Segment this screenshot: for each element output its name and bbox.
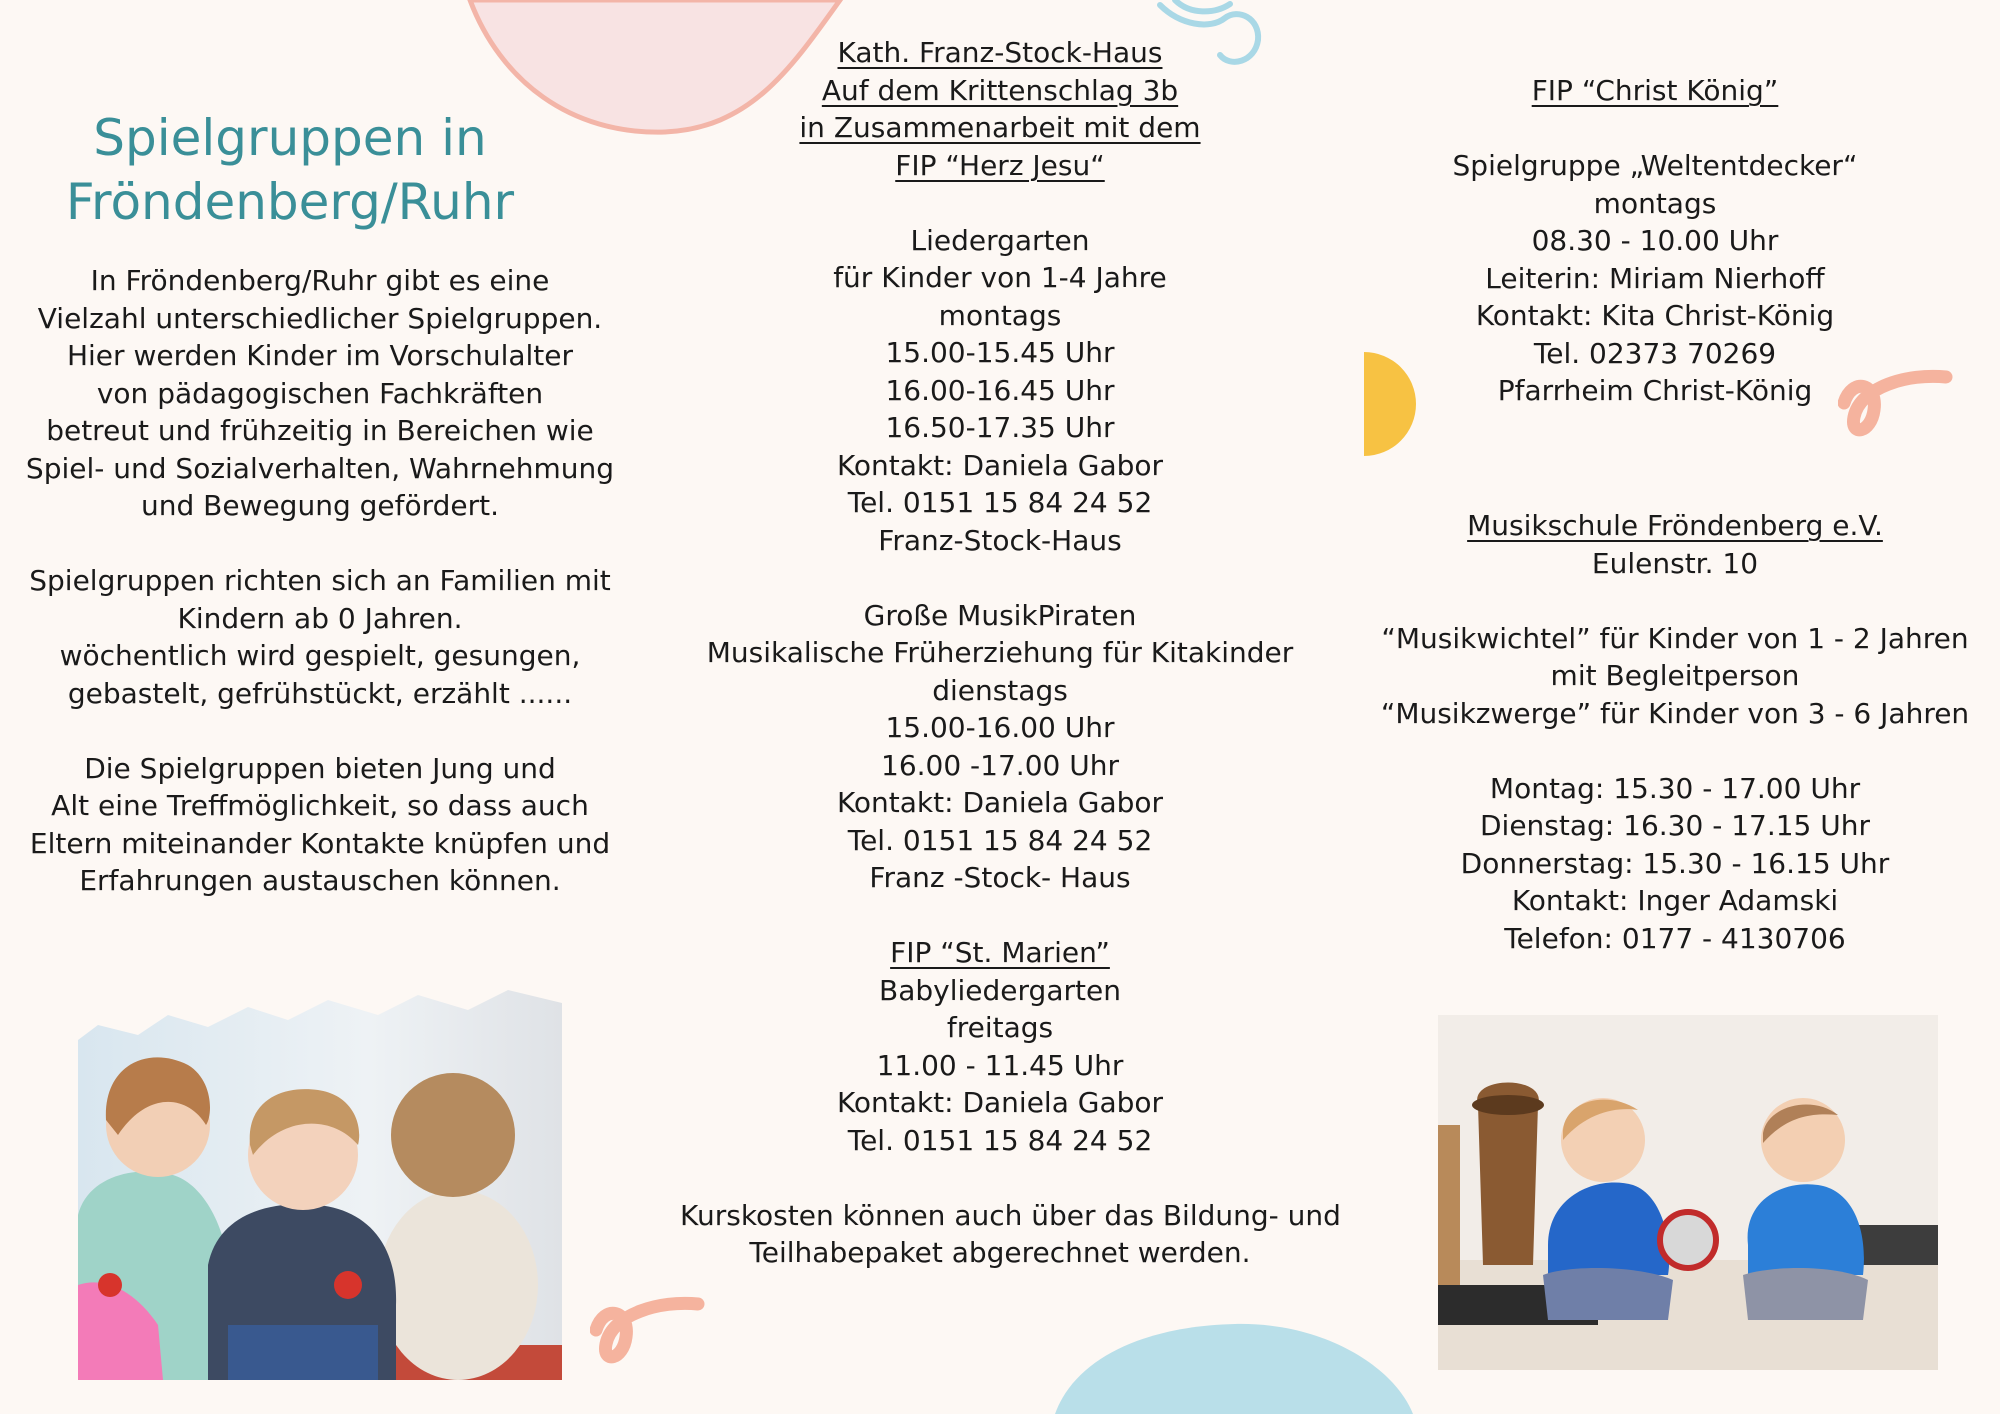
text-line: Pfarrheim Christ-König [1497,374,1813,407]
middle-column [680,34,1341,1272]
text-line: 16.00 -17.00 Uhr [881,748,1119,782]
text-line: mit Begleitperson [1550,659,1800,692]
text-line: Babyliedergarten [879,973,1121,1007]
text-line: Eltern miteinander Kontakte knüpfen und [29,826,611,860]
text-line: Große MusikPiraten [863,598,1137,632]
text-line: 08.30 - 10.00 Uhr [1531,224,1779,257]
text-line: Hier werden Kinder im Vorschulalter [66,339,574,372]
right-column-top [1345,72,1965,410]
text-line: und Bewegung gefördert. [140,489,500,522]
intro-text [10,262,630,900]
text-line: Franz -Stock- Haus [869,861,1131,894]
title-line: Spielgruppen in [93,108,487,167]
text-line: 15.00-16.00 Uhr [885,711,1115,744]
text-line: Tel. 0151 15 84 24 52 [847,486,1153,519]
text-line: Spiel- und Sozialverhalten, Wahrnehmung [25,451,615,485]
text-line: freitags [946,1011,1054,1044]
text-line: 11.00 - 11.45 Uhr [876,1048,1124,1082]
text-line: Eulenstr. 10 [1591,546,1759,580]
text-line: Montag: 15.30 - 17.00 Uhr [1489,771,1861,805]
text-line: Kindern ab 0 Jahren. [177,601,463,635]
text-line: Spielgruppe „Weltentdecker“ [1452,149,1858,182]
text-line: Kontakt: Daniela Gabor [836,448,1164,482]
page-title [0,106,580,234]
text-line: “Musikzwerge” für Kinder von 3 - 6 Jahren [1380,696,1970,730]
right-column-music [1345,507,2000,957]
text-line: betreut und frühzeitig in Bereichen wie [46,414,594,447]
text-line: gebastelt, gefrühstückt, erzählt ...... [67,676,573,710]
text-line: Kurskosten können auch über das Bildung- und [680,1198,1341,1232]
venue-heading-line: FIP “Herz Jesu“ [895,148,1105,182]
text-line: Donnerstag: 15.30 - 16.15 Uhr [1460,846,1890,880]
venue-heading-line: in Zusammenarbeit mit dem [799,111,1201,144]
text-line: Tel. 02373 70269 [1533,336,1777,370]
text-line: Teilhabepaket abgerechnet werden. [749,1236,1251,1269]
text-line: montags [1593,186,1717,220]
text-line: Tel. 0151 15 84 24 52 [847,1123,1153,1157]
venue-heading-line: Auf dem Krittenschlag 3b [821,73,1179,107]
text-line: für Kinder von 1-4 Jahre [833,261,1167,294]
text-line: In Fröndenberg/Ruhr gibt es eine [90,264,550,297]
christ-koenig-heading: FIP “Christ König” [1531,74,1779,107]
text-line: Kontakt: Daniela Gabor [836,786,1164,819]
text-line: 16.50-17.35 Uhr [885,411,1115,444]
text-line: Franz-Stock-Haus [878,523,1122,557]
text-line: Vielzahl unterschiedlicher Spielgruppen. [37,301,603,335]
text-line: montags [938,298,1062,332]
text-line: 15.00-15.45 Uhr [885,336,1115,369]
text-line: dienstags [932,673,1068,707]
text-line: Dienstag: 16.30 - 17.15 Uhr [1479,809,1871,842]
text-line: Spielgruppen richten sich an Familien mit [29,564,611,597]
children-photo [78,985,562,1380]
text-line: Erfahrungen austauschen können. [79,864,561,897]
text-line: 16.00-16.45 Uhr [885,373,1115,407]
text-line: Liedergarten [910,223,1090,257]
text-line: Alt eine Treffmöglichkeit, so dass auch [51,789,589,822]
text-line: Tel. 0151 15 84 24 52 [847,823,1153,857]
coral-squiggle-bottom [590,1292,705,1372]
venue-heading-line: Kath. Franz-Stock-Haus [837,36,1163,69]
text-line: Die Spielgruppen bieten Jung und [84,751,556,785]
text-line: Kontakt: Inger Adamski [1511,884,1839,917]
text-line: wöchentlich wird gespielt, gesungen, [59,639,581,672]
babies-music-photo [1438,1015,1938,1370]
text-line: Leiterin: Miriam Nierhoff [1485,261,1825,295]
text-line: Telefon: 0177 - 4130706 [1504,921,1846,955]
text-line: Kontakt: Daniela Gabor [836,1086,1164,1119]
blue-blob-bottom [1055,1318,1415,1414]
title-line: Fröndenberg/Ruhr [65,172,515,231]
text-line: Kontakt: Kita Christ-König [1475,299,1835,332]
text-line: Musikalische Früherziehung für Kitakinder [706,636,1294,669]
marien-heading: FIP “St. Marien” [890,936,1110,969]
musikschule-heading: Musikschule Fröndenberg e.V. [1467,509,1883,542]
text-line: von pädagogischen Fachkräften [96,376,544,410]
text-line: “Musikwichtel” für Kinder von 1 - 2 Jahren [1381,621,1969,655]
